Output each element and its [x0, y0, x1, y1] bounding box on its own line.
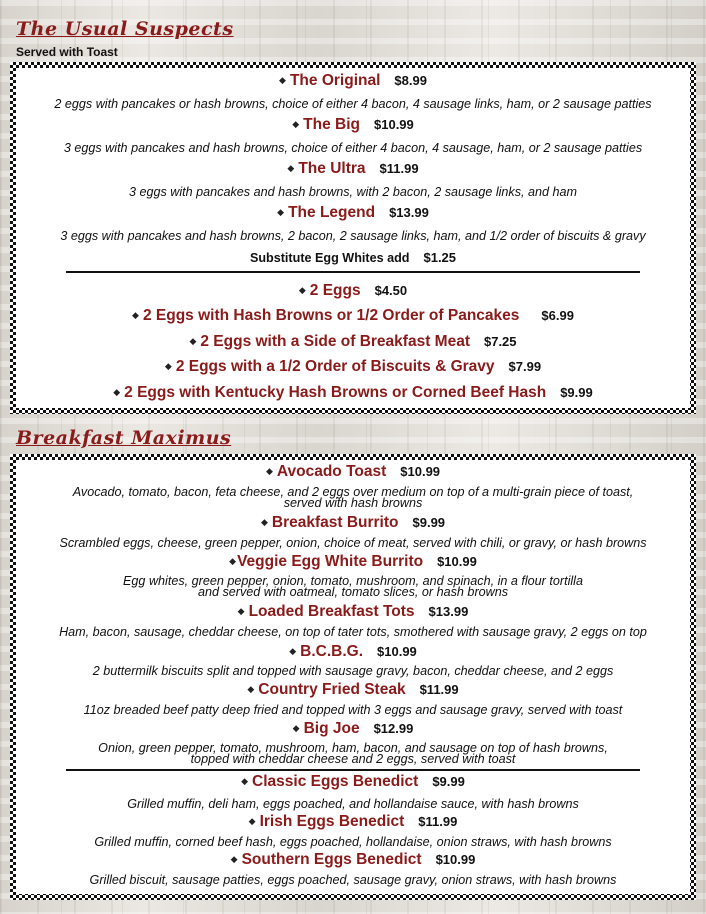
diamond-icon: ◆: [164, 361, 172, 371]
diamond-icon: ◆: [189, 336, 197, 346]
diamond-icon: ◆: [248, 816, 256, 826]
item-name: Irish Eggs Benedict: [259, 813, 405, 830]
item-price: $12.99: [373, 721, 414, 736]
item-price: $11.99: [418, 814, 458, 829]
item-name: 2 Eggs with Hash Browns or 1/2 Order of Pancakes: [142, 307, 520, 324]
item-name: Southern Eggs Benedict: [241, 851, 422, 868]
menu-item-big-joe: [16, 720, 690, 738]
menu-item-classic-eggs-benedict: [16, 773, 690, 791]
item-description: 3 eggs with pancakes and hash browns, with 2 bacon, 2 sausage links, and ham: [128, 185, 578, 199]
diamond-icon: ◆: [298, 285, 306, 295]
item-price: $10.99: [435, 852, 476, 867]
item-description: Scrambled eggs, cheese, green pepper, onion, choice of meat, served with chili, or gravy, or hash browns: [59, 536, 647, 550]
diamond-icon: ◆: [229, 556, 237, 566]
diamond-icon: ◆: [265, 466, 273, 476]
item-name: The Ultra: [298, 160, 366, 177]
menu-item-2-eggs-kentucky-hash: [16, 384, 690, 402]
item-name: Breakfast Burrito: [271, 514, 399, 531]
diamond-icon: ◆: [287, 163, 295, 173]
item-description-cont: served with hash browns: [283, 496, 423, 510]
item-name: The Big: [303, 116, 360, 133]
section-divider: [66, 769, 640, 771]
item-name: Veggie Egg White Burrito: [237, 553, 424, 570]
item-name: 2 Eggs with a 1/2 Order of Biscuits & Gravy: [175, 358, 495, 375]
menu-item-loaded-breakfast-tots: [16, 603, 690, 621]
diamond-icon: ◆: [247, 684, 255, 694]
diamond-icon: ◆: [292, 723, 300, 733]
diamond-icon: ◆: [279, 75, 286, 85]
diamond-icon: ◆: [113, 387, 121, 397]
item-price: $7.99: [508, 359, 542, 374]
substitute-price: $1.25: [423, 250, 457, 265]
item-price: $11.99: [419, 682, 459, 697]
usual-suspects-box: [10, 62, 696, 414]
menu-item-2-eggs: [16, 282, 690, 300]
menu-item-country-fried-steak: [16, 681, 690, 699]
item-name: The Legend: [288, 204, 376, 221]
section-divider: [66, 271, 640, 273]
item-price: $8.99: [394, 73, 427, 88]
item-price: $7.25: [483, 334, 517, 349]
item-price: $9.99: [412, 515, 446, 530]
menu-item-breakfast-burrito: [16, 514, 690, 532]
substitute-label: Substitute Egg Whites add: [249, 251, 410, 265]
item-price: $9.99: [432, 774, 465, 789]
breakfast-maximus-box: [10, 454, 696, 900]
item-name: 2 Eggs: [309, 282, 361, 299]
item-name: Classic Eggs Benedict: [252, 773, 419, 790]
item-price: $6.99: [541, 308, 574, 323]
item-description: 3 eggs with pancakes and hash browns, choice of either 4 bacon, 4 sausage, ham, or 2 sausage patties: [63, 141, 643, 155]
diamond-icon: ◆: [230, 854, 238, 864]
item-price: $4.50: [374, 283, 408, 298]
diamond-icon: ◆: [241, 776, 249, 786]
item-name: B.C.B.G.: [300, 643, 364, 660]
item-description: 2 eggs with pancakes or hash browns, choice of either 4 bacon, 4 sausage links, ham, or 2 sausage patties: [54, 97, 652, 111]
diamond-icon: ◆: [292, 119, 300, 129]
item-description: Onion, green pepper, tomato, mushroom, ham, bacon, and sausage on top of hash browns,: [98, 741, 608, 755]
item-name: The Original: [289, 72, 381, 89]
item-price: $11.99: [379, 161, 419, 176]
diamond-icon: ◆: [277, 207, 285, 217]
item-name: Country Fried Steak: [258, 681, 406, 698]
item-description: Egg whites, green pepper, onion, tomato, mushroom, and spinach, in a flour tortilla: [123, 574, 583, 588]
item-name: Avocado Toast: [276, 463, 387, 480]
item-price: $10.99: [437, 554, 477, 569]
item-name: Loaded Breakfast Tots: [248, 603, 415, 620]
menu-item-the-original: [16, 72, 690, 90]
diamond-icon: ◆: [289, 646, 297, 656]
item-price: $13.99: [428, 604, 469, 619]
item-description-cont: and served with oatmeal, tomato slices, or hash browns: [197, 585, 509, 599]
item-description-cont: topped with cheddar cheese and 2 eggs, served with toast: [190, 752, 516, 766]
menu-item-the-big: [16, 116, 690, 134]
menu-item-the-ultra: [16, 160, 690, 178]
item-description: 3 eggs with pancakes and hash browns, 2 bacon, 2 sausage links, ham, and 1/2 order of biscuits & gravy: [60, 229, 646, 243]
section-title-breakfast-maximus: Breakfast Maximus: [16, 427, 232, 449]
section-title-usual-suspects: The Usual Suspects: [16, 18, 234, 40]
substitute-egg-whites-note: [16, 250, 690, 265]
menu-item-southern-eggs-benedict: [16, 851, 690, 869]
item-name: Big Joe: [303, 720, 360, 737]
item-name: 2 Eggs with Kentucky Hash Browns or Corned Beef Hash: [124, 384, 547, 401]
menu-item-the-legend: [16, 204, 690, 222]
item-description: Grilled muffin, deli ham, eggs poached, and hollandaise sauce, with hash browns: [127, 797, 579, 811]
menu-item-2-eggs-hash-browns: [16, 307, 690, 325]
item-description: Ham, bacon, sausage, cheddar cheese, on top of tater tots, smothered with sausage gravy, 2 eggs on top: [59, 625, 647, 639]
diamond-icon: ◆: [237, 606, 245, 616]
item-name: 2 Eggs with a Side of Breakfast Meat: [200, 333, 470, 350]
item-description: Avocado, tomato, bacon, feta cheese, and 2 eggs over medium on top of a multi-grain piece of toast,: [72, 485, 634, 499]
menu-item-irish-eggs-benedict: [16, 813, 690, 831]
item-description: Grilled biscuit, sausage patties, eggs poached, sausage gravy, onion straws, with hash browns: [89, 873, 617, 887]
diamond-icon: ◆: [260, 517, 268, 527]
menu-item-veggie-egg-white-burrito: [16, 553, 690, 571]
menu-item-2-eggs-breakfast-meat: [16, 333, 690, 351]
item-description: 11oz breaded beef patty deep fried and topped with 3 eggs and sausage gravy, served with toast: [83, 703, 623, 717]
item-price: $13.99: [389, 205, 429, 220]
item-price: $10.99: [374, 117, 414, 132]
served-with-toast-note: Served with Toast: [16, 45, 118, 59]
item-price: $10.99: [400, 464, 441, 479]
item-description: 2 buttermilk biscuits split and topped with sausage gravy, bacon, cheddar cheese, and 2 eggs: [92, 664, 614, 678]
menu-item-bcbg: [16, 643, 690, 661]
item-price: $9.99: [560, 385, 593, 400]
diamond-icon: ◆: [132, 310, 139, 320]
item-price: $10.99: [377, 644, 417, 659]
menu-item-2-eggs-biscuits-gravy: [16, 358, 690, 376]
item-description: Grilled muffin, corned beef hash, eggs poached, hollandaise, onion straws, with hash browns: [94, 835, 612, 849]
menu-item-avocado-toast: [16, 463, 690, 481]
